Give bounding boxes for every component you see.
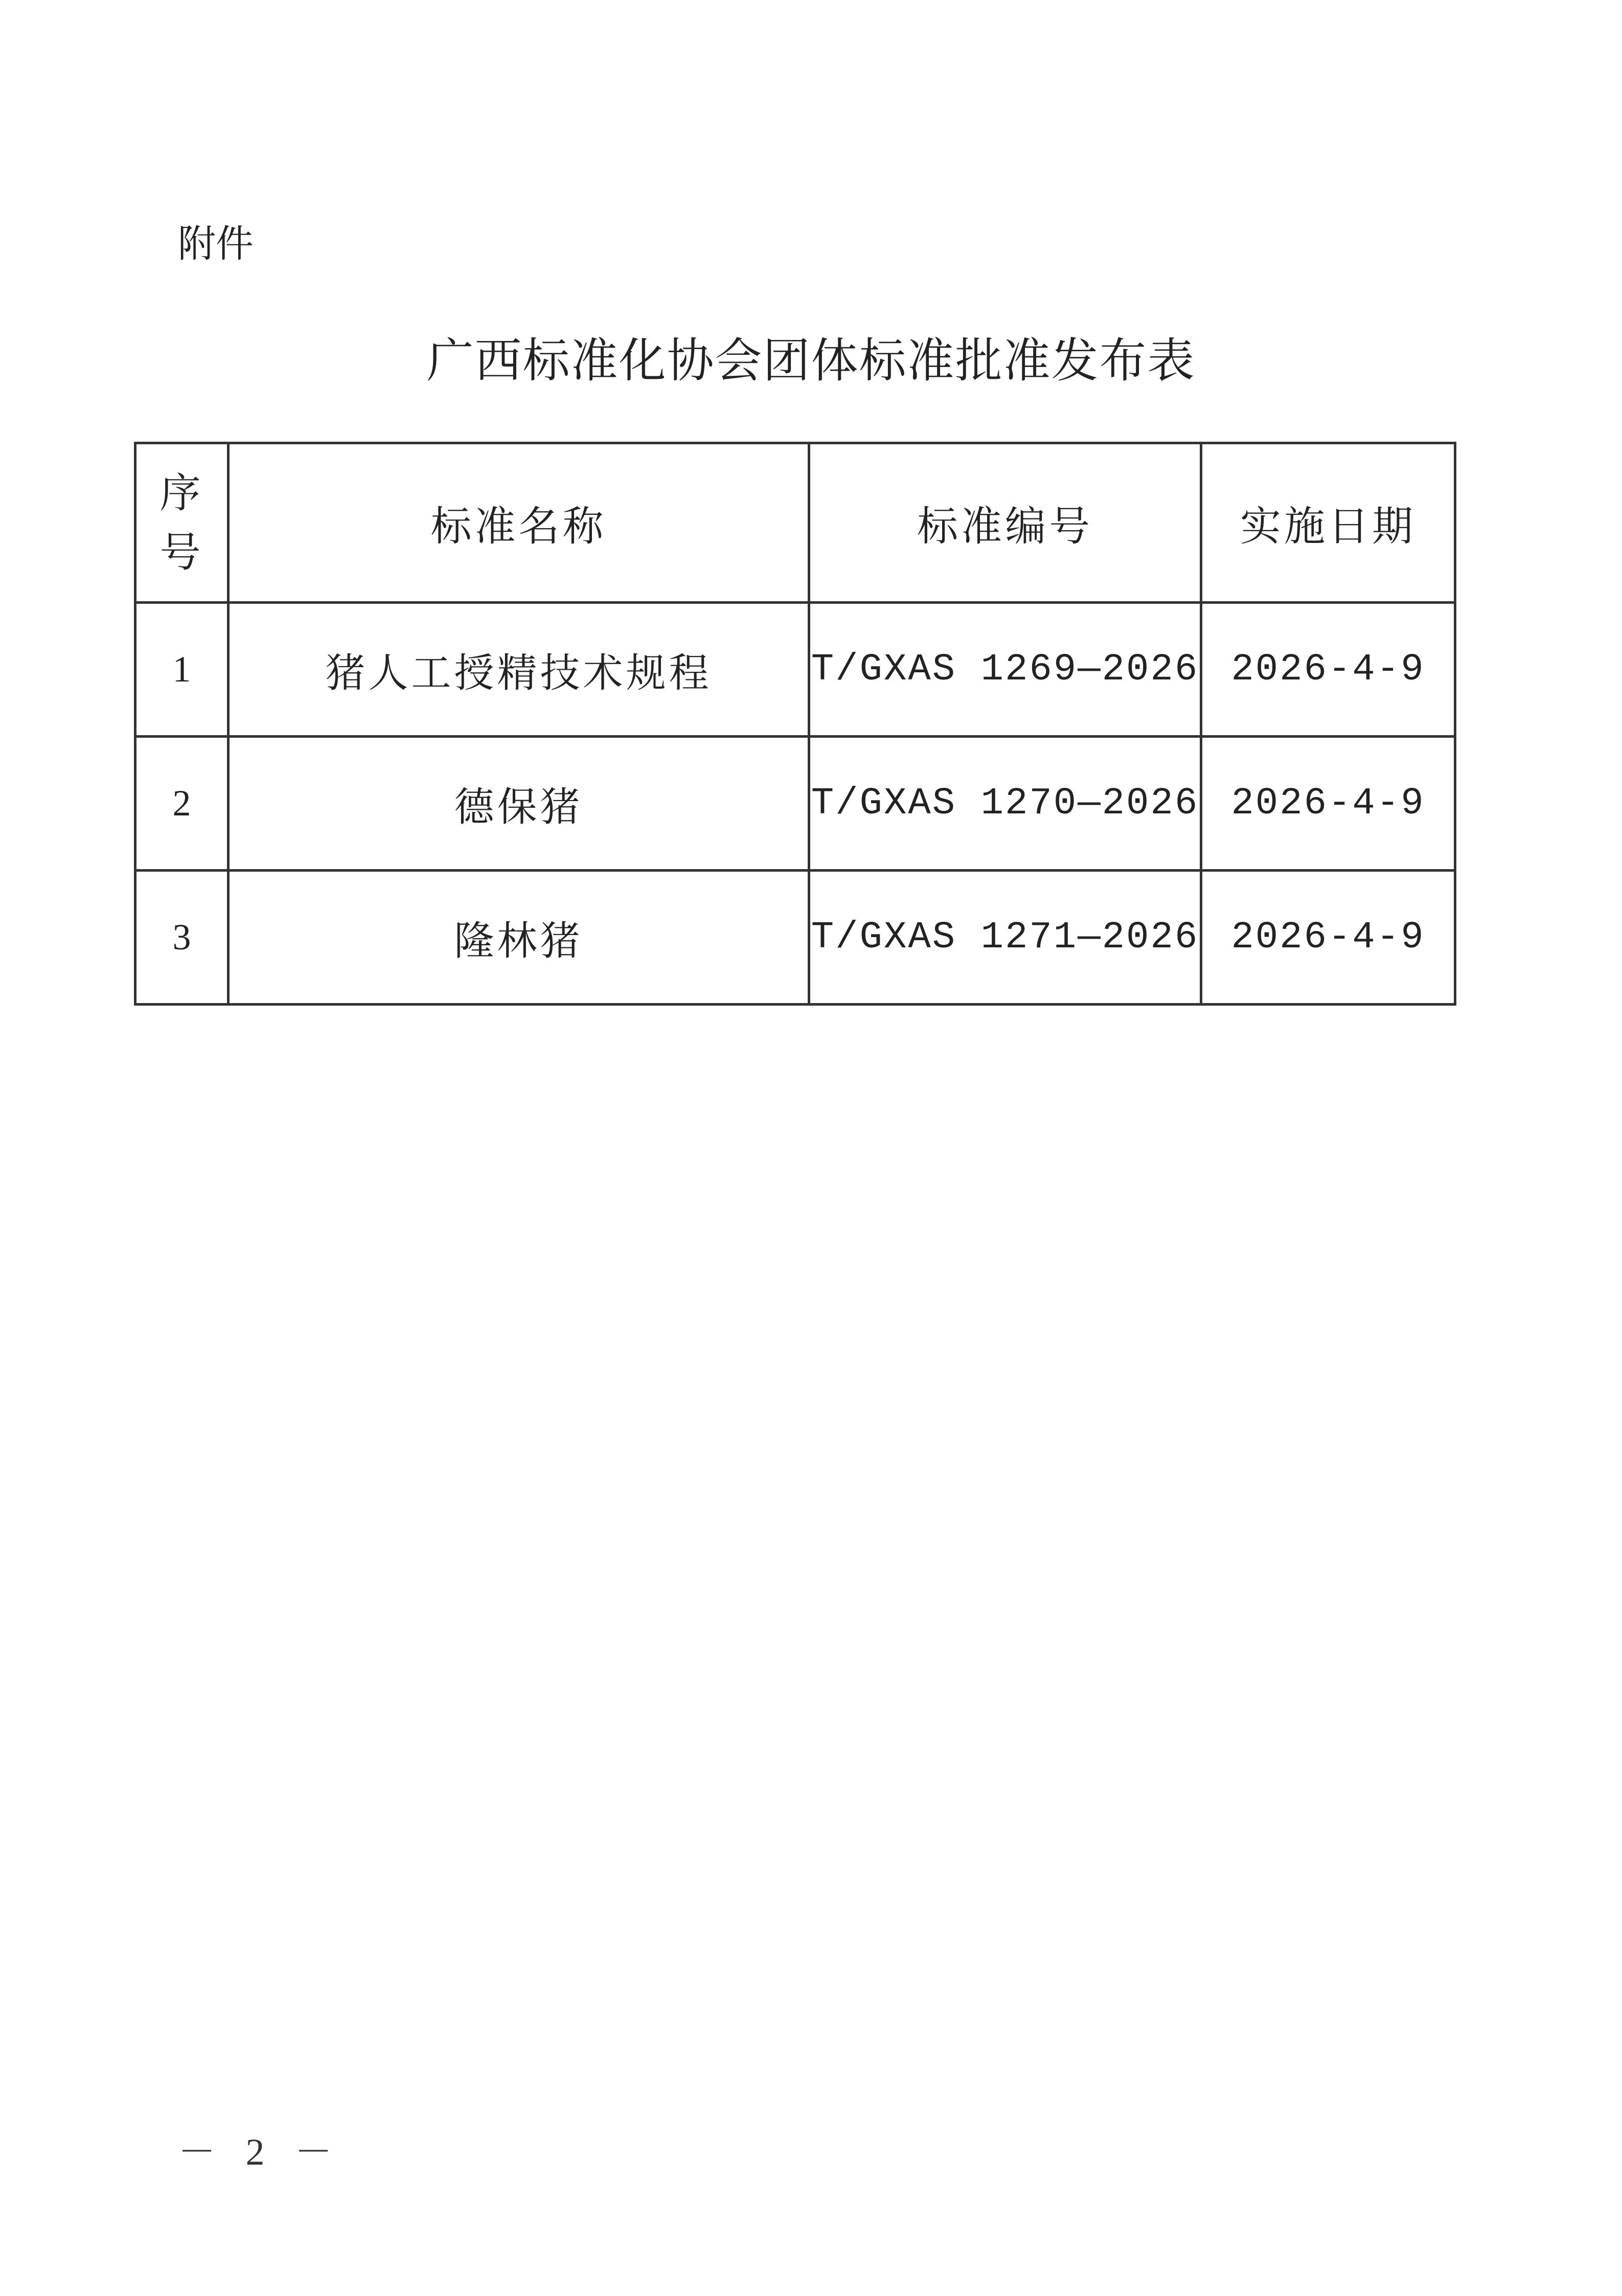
row-standard-code: T/GXAS 1270—2026: [809, 737, 1201, 871]
header-seq-line2: 号: [159, 528, 204, 576]
table-row: [135, 603, 1455, 737]
attachment-label: 附件: [178, 222, 254, 266]
row-seq: 1: [135, 603, 229, 737]
row-standard-name: 猪人工授精技术规程: [229, 603, 809, 737]
row-seq: 2: [135, 737, 229, 871]
row-implementation-date: 2026-4-9: [1201, 603, 1455, 737]
standards-table: [134, 442, 1456, 1006]
row-standard-name: 德保猪: [229, 737, 809, 871]
page-number: － 2 －: [178, 2131, 342, 2173]
header-seq: [135, 443, 229, 603]
row-standard-name: 隆林猪: [229, 871, 809, 1005]
header-name: 标准名称: [229, 443, 809, 603]
document-title: 广西标准化协会团体标准批准发布表: [426, 333, 1196, 388]
row-standard-code: T/GXAS 1271—2026: [809, 871, 1201, 1005]
row-seq: 3: [135, 871, 229, 1005]
table-row: [135, 871, 1455, 1005]
row-implementation-date: 2026-4-9: [1201, 871, 1455, 1005]
row-standard-code: T/GXAS 1269—2026: [809, 603, 1201, 737]
header-code: 标准编号: [809, 443, 1201, 603]
table-row: [135, 737, 1455, 871]
row-implementation-date: 2026-4-9: [1201, 737, 1455, 871]
table-header-row: [135, 443, 1455, 603]
header-seq-line1: 序: [159, 469, 204, 517]
header-date: 实施日期: [1201, 443, 1455, 603]
